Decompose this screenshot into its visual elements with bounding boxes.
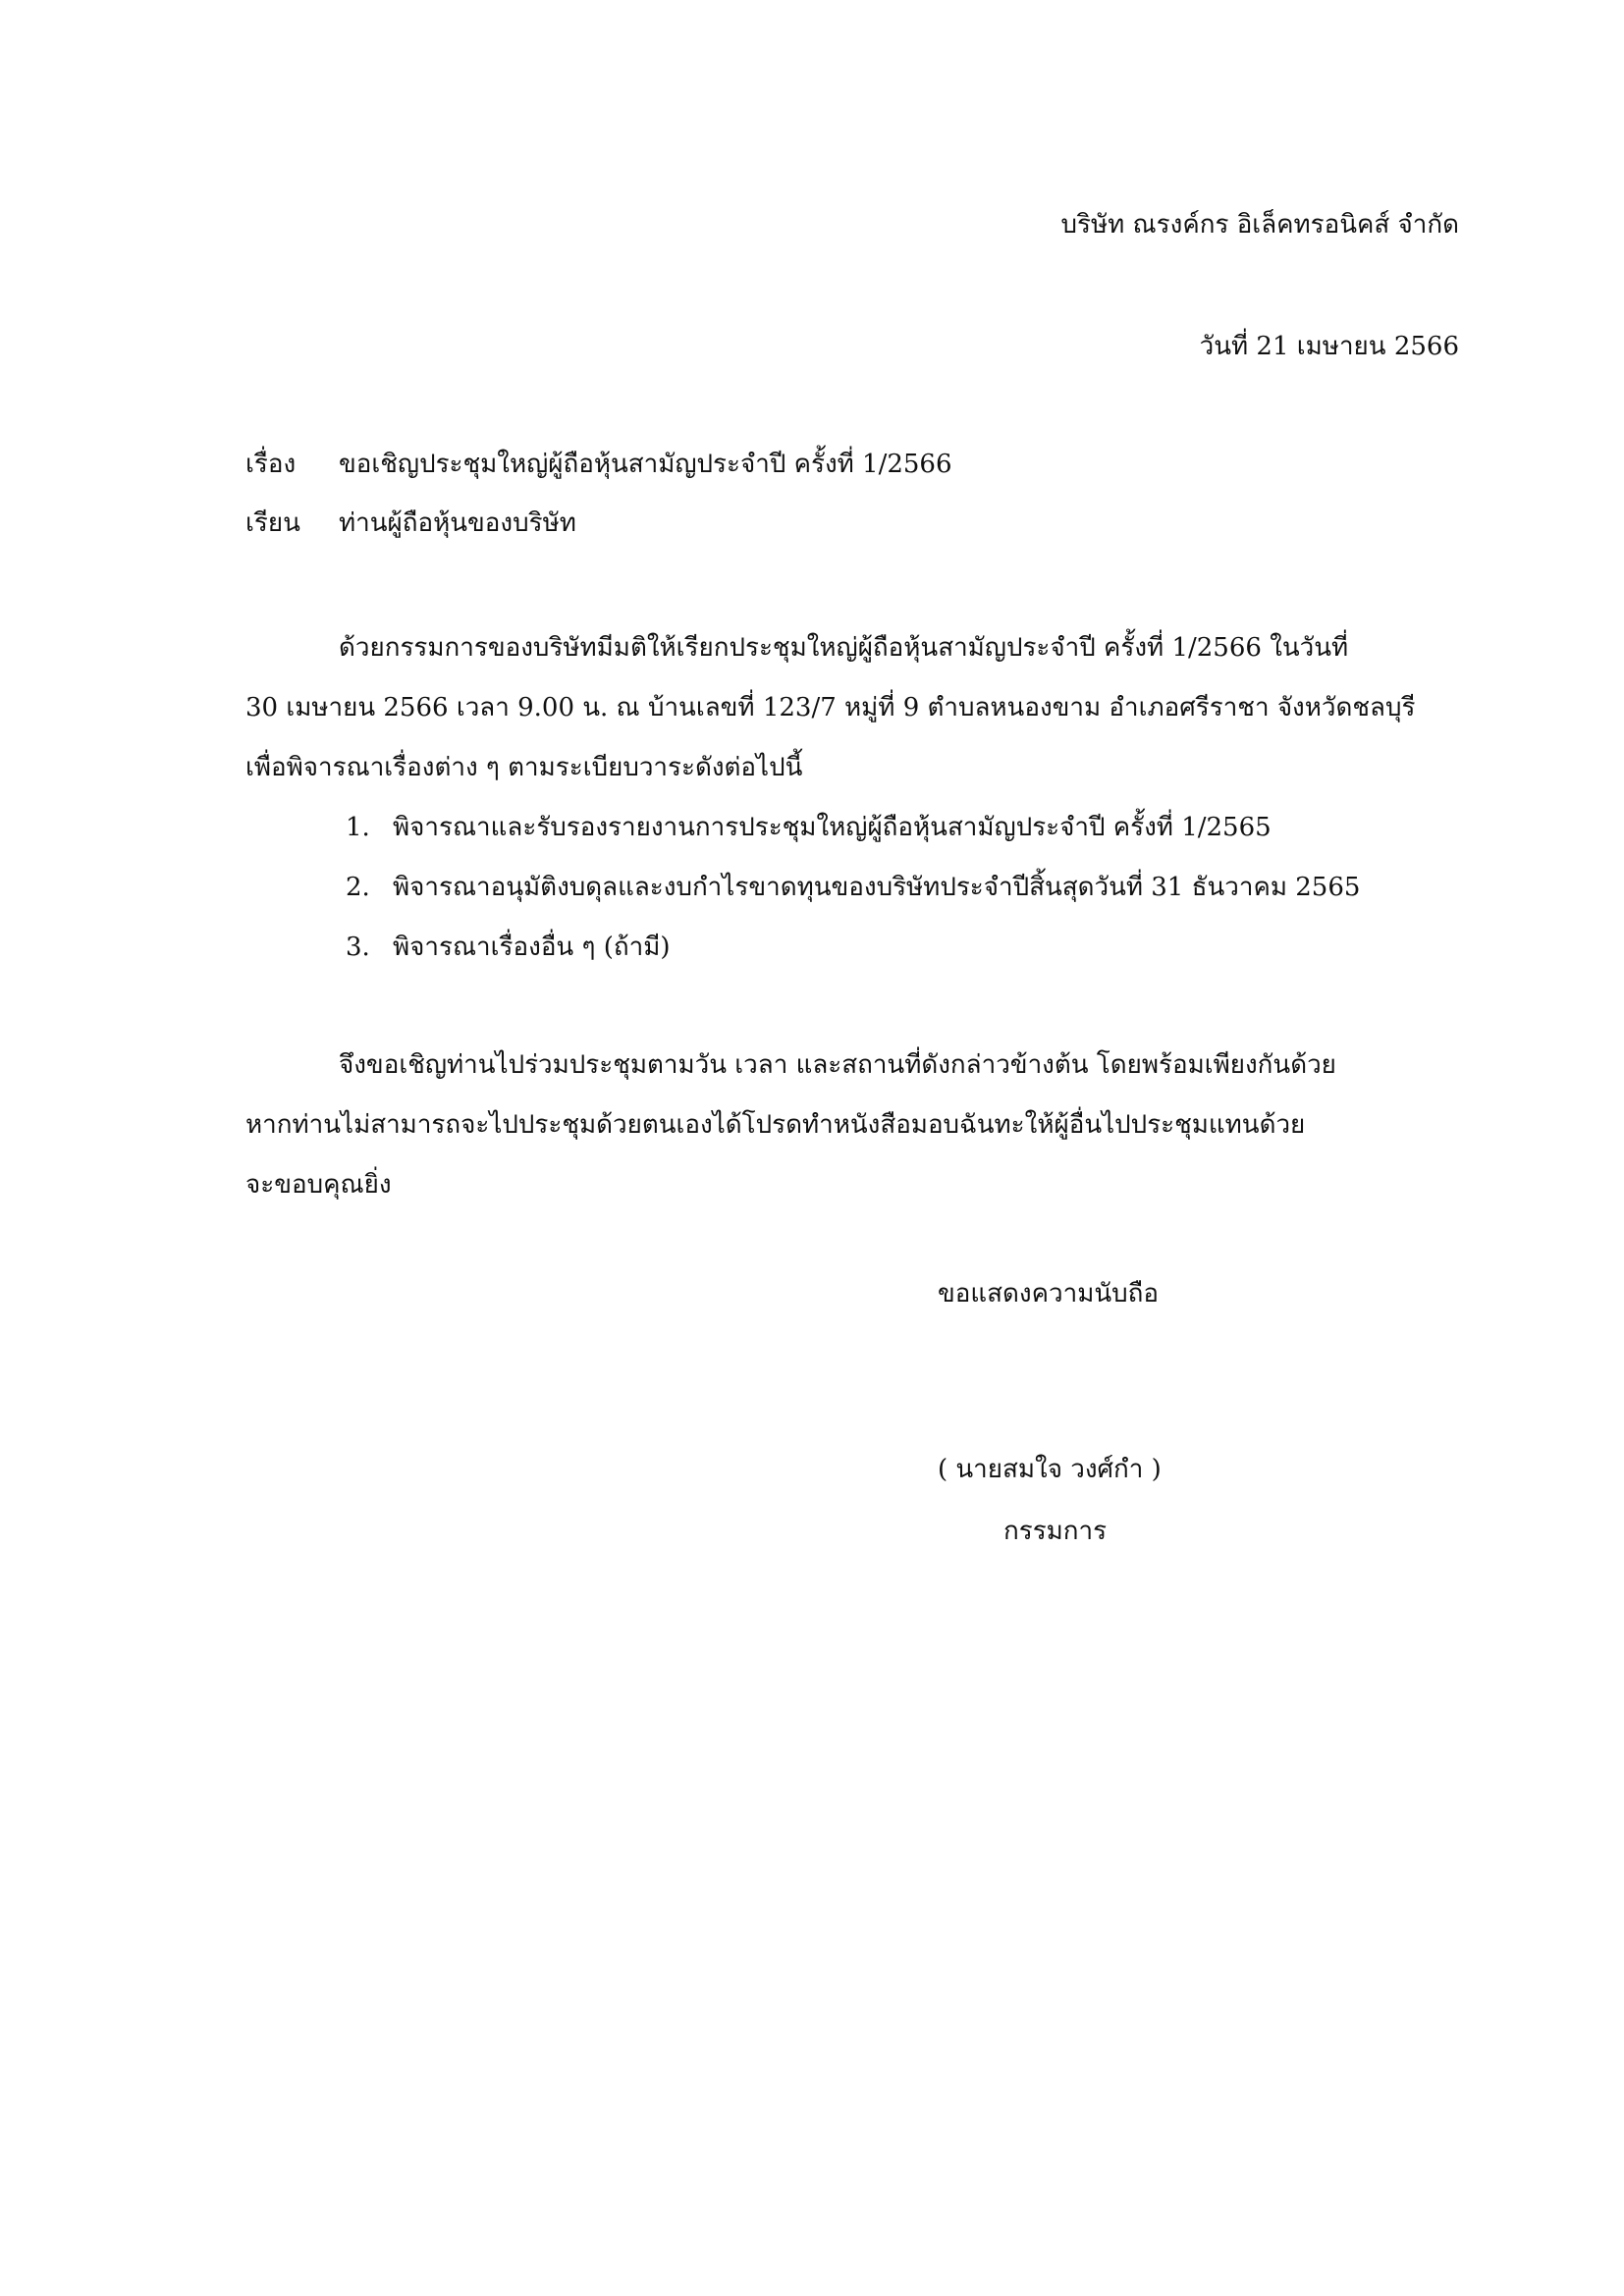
agenda-list	[346, 798, 1360, 978]
agenda-text: พิจารณาอนุมัติงบดุลและงบกำไรขาดทุนของบริษัทประจำปีสิ้นสุดวันที่ 31 ธันวาคม 2565	[393, 873, 1361, 902]
agenda-number: 2.	[346, 873, 370, 902]
paragraph-line: จะขอบคุณยิ่ง	[245, 1170, 392, 1200]
subject-label: เรื่อง	[245, 450, 297, 479]
paragraph-line: หากท่านไม่สามารถจะไปประชุมด้วยตนเองได้โปรดทำหนังสือมอบฉันทะให้ผู้อื่นไปประชุมแทนด้วย	[245, 1110, 1306, 1140]
agenda-number: 3.	[346, 933, 370, 962]
paragraph-line: 30 เมษายน 2566 เวลา 9.00 น. ณ บ้านเลขที่ 123/7 หมู่ที่ 9 ตำบลหนองขาม อำเภอศรีราชา จังหวัดชลบุรี	[245, 693, 1416, 722]
recipient-label: เรียน	[245, 508, 300, 538]
paragraph-line: ด้วยกรรมการของบริษัทมีมติให้เรียกประชุมใหญ่ผู้ถือหุ้นสามัญประจำปี ครั้งที่ 1/2566 ในวันที่	[339, 633, 1349, 663]
agenda-item	[346, 918, 1360, 978]
letter-date: วันที่ 21 เมษายน 2566	[1199, 332, 1459, 361]
signer-name: ( นายสมใจ วงศ์กำ )	[938, 1455, 1162, 1484]
agenda-item	[346, 858, 1360, 918]
paragraph-invitation	[245, 618, 1459, 798]
paragraph-request	[245, 1036, 1459, 1215]
agenda-item	[346, 798, 1360, 858]
agenda-text: พิจารณาและรับรองรายงานการประชุมใหญ่ผู้ถือหุ้นสามัญประจำปี ครั้งที่ 1/2565	[393, 813, 1272, 842]
company-name: บริษัท ณรงค์กร อิเล็คทรอนิคส์ จำกัด	[1060, 210, 1459, 240]
subject-text: ขอเชิญประชุมใหญ่ผู้ถือหุ้นสามัญประจำปี ครั้งที่ 1/2566	[339, 450, 952, 479]
signer-title: กรรมการ	[1003, 1517, 1108, 1546]
paragraph-line: เพื่อพิจารณาเรื่องต่าง ๆ ตามระเบียบวาระดังต่อไปนี้	[245, 753, 803, 782]
closing-salutation: ขอแสดงความนับถือ	[938, 1279, 1159, 1308]
agenda-number: 1.	[346, 813, 370, 842]
agenda-text: พิจารณาเรื่องอื่น ๆ (ถ้ามี)	[393, 933, 671, 962]
paragraph-line: จึงขอเชิญท่านไปร่วมประชุมตามวัน เวลา และสถานที่ดังกล่าวข้างต้น โดยพร้อมเพียงกันด้วย	[339, 1050, 1336, 1080]
recipient-text: ท่านผู้ถือหุ้นของบริษัท	[339, 508, 576, 538]
